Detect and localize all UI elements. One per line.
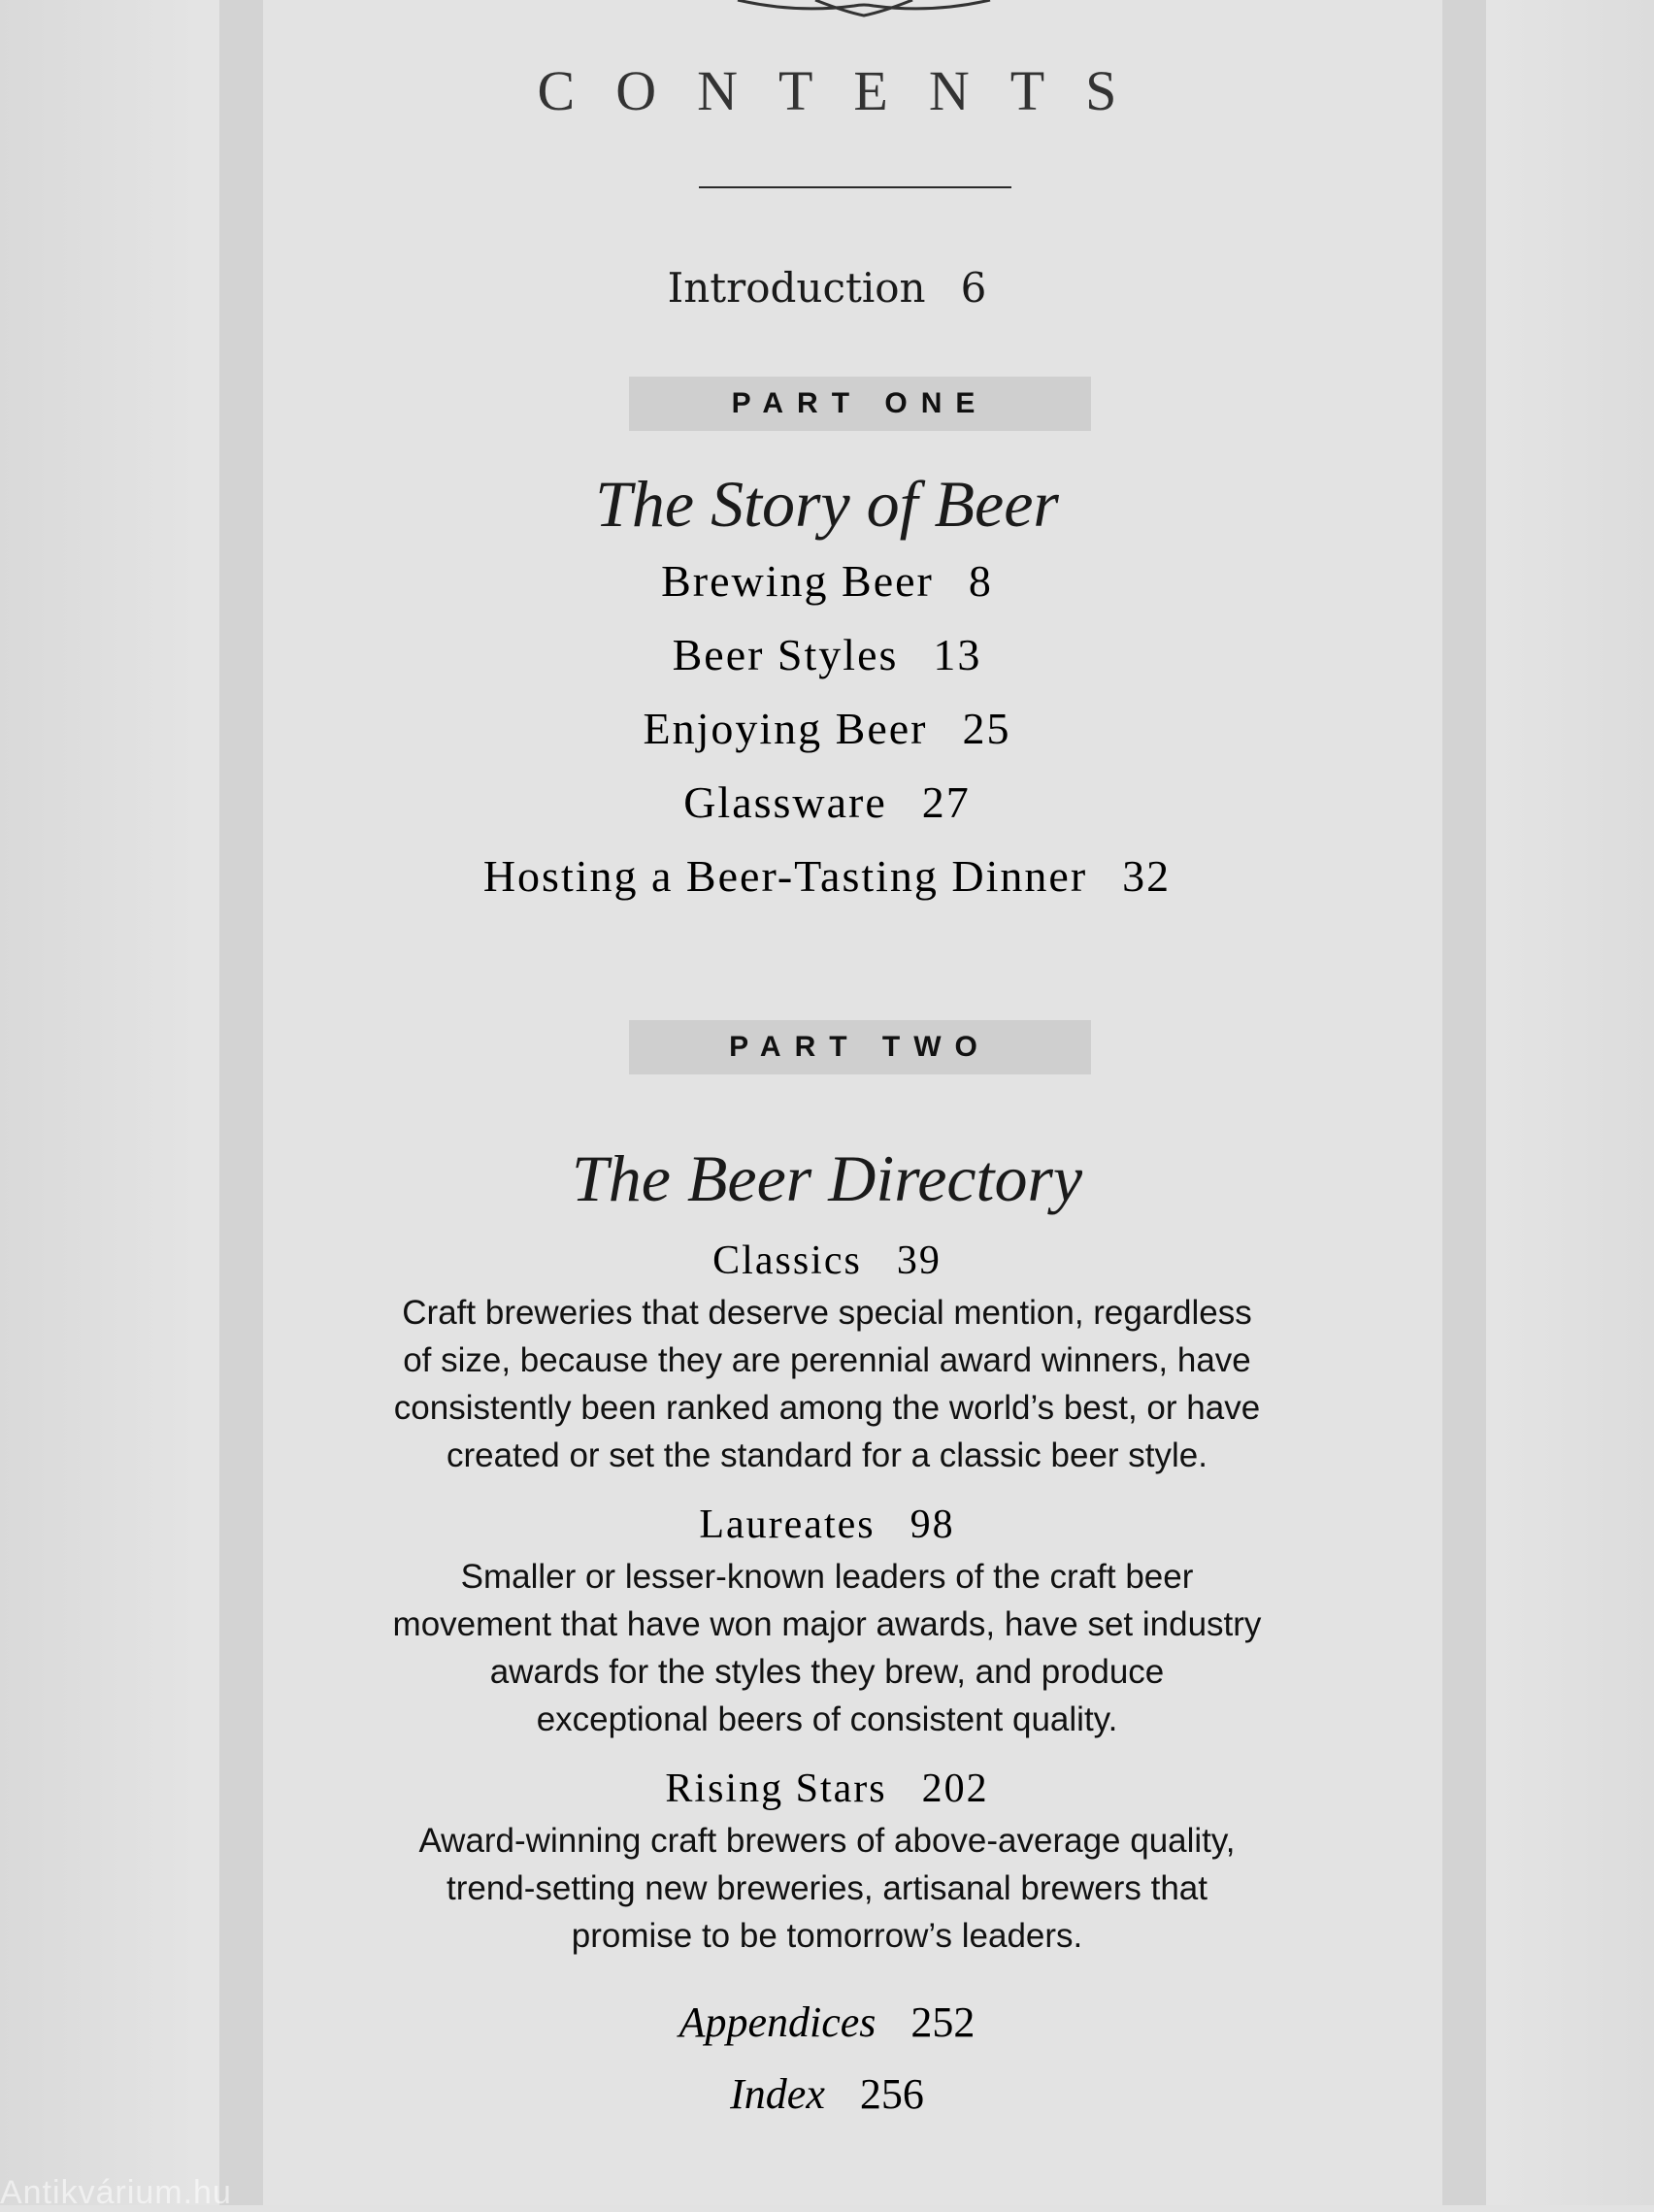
description-line: awards for the styles they brew, and produce <box>489 1653 1165 1691</box>
classics-description <box>0 1289 1654 1479</box>
ornament-icon <box>718 0 1009 21</box>
toc-item-appendices[interactable] <box>0 1997 1654 2047</box>
description-line: promise to be tomorrow’s leaders. <box>571 1917 1083 1955</box>
toc-page-number: 252 <box>910 1998 976 2046</box>
toc-label: Enjoying Beer <box>643 704 928 753</box>
part-one-banner: PART ONE <box>629 377 1091 431</box>
description-line: Award-winning craft brewers of above-average quality, <box>418 1822 1236 1860</box>
toc-label: Introduction <box>667 264 926 312</box>
toc-label: Brewing Beer <box>661 556 934 606</box>
toc-item-beer-styles[interactable] <box>0 629 1654 680</box>
laureates-description <box>0 1553 1654 1743</box>
description-line: movement that have won major awards, have set industry <box>392 1605 1262 1643</box>
toc-label: Beer Styles <box>672 630 899 679</box>
toc-label: Rising Stars <box>665 1766 887 1811</box>
toc-item-classics[interactable] <box>0 1238 1654 1284</box>
title-divider <box>699 186 1011 188</box>
description-line: trend-setting new breweries, artisanal brewers that <box>447 1869 1207 1907</box>
toc-page-number: 98 <box>910 1502 955 1547</box>
toc-item-laureates[interactable] <box>0 1502 1654 1548</box>
rising-stars-description <box>0 1817 1654 1960</box>
toc-item-rising-stars[interactable] <box>0 1766 1654 1812</box>
toc-label: Glassware <box>683 777 887 827</box>
toc-page-number: 8 <box>968 556 993 606</box>
toc-label: Appendices <box>678 1998 877 2046</box>
part-two-title: The Beer Directory <box>571 1141 1083 1215</box>
description-line: created or set the standard for a classic beer style. <box>447 1436 1207 1474</box>
toc-page-number: 256 <box>859 2070 924 2118</box>
toc-introduction[interactable] <box>0 264 1654 312</box>
description-line: Smaller or lesser-known leaders of the craft beer <box>460 1558 1194 1596</box>
toc-page-number: 13 <box>933 630 982 679</box>
toc-label: Classics <box>712 1238 862 1283</box>
description-line: of size, because they are perennial award winners, have <box>403 1341 1251 1379</box>
toc-item-hosting-dinner[interactable] <box>0 850 1654 902</box>
toc-item-enjoying-beer[interactable] <box>0 703 1654 754</box>
toc-page-number: 27 <box>921 777 971 827</box>
description-line: exceptional beers of consistent quality. <box>536 1700 1118 1738</box>
watermark-text: Antikvárium.hu <box>0 2174 232 2211</box>
part-two-banner: PART TWO <box>629 1020 1091 1074</box>
toc-page-number: 32 <box>1122 851 1172 901</box>
toc-item-brewing-beer[interactable] <box>0 555 1654 607</box>
description-line: Craft breweries that deserve special mention, regardless <box>402 1294 1252 1332</box>
contents-title: CONTENTS <box>537 59 1158 122</box>
toc-item-index[interactable] <box>0 2069 1654 2119</box>
toc-label: Laureates <box>699 1502 876 1547</box>
toc-label: Hosting a Beer-Tasting Dinner <box>482 851 1088 901</box>
toc-page-number: 202 <box>921 1766 989 1811</box>
toc-page-number: 6 <box>960 264 987 312</box>
part-one-title: The Story of Beer <box>595 467 1059 541</box>
toc-item-glassware[interactable] <box>0 776 1654 828</box>
toc-label: Index <box>730 2070 825 2118</box>
description-line: consistently been ranked among the world’s best, or have <box>393 1389 1261 1427</box>
toc-page-number: 25 <box>962 704 1011 753</box>
toc-page-number: 39 <box>896 1238 942 1283</box>
